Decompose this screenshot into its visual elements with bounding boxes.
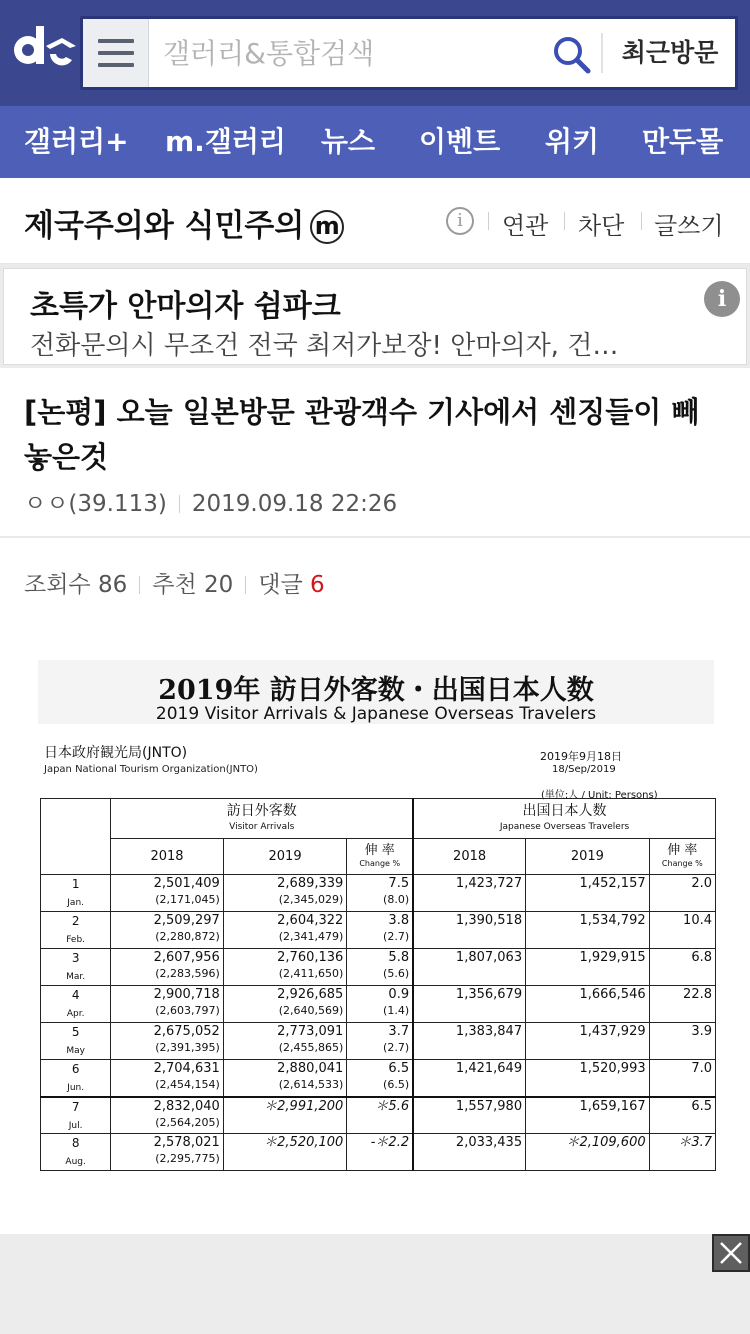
search-box (80, 16, 738, 90)
visitors-rate-preliminary: (6.5) (383, 1078, 410, 1091)
visitors-rate-value: 3.8 (388, 913, 410, 928)
gallery-header (0, 178, 750, 264)
image-title-jp: 2019年 訪日外客数・出国日本人数 (158, 675, 594, 706)
statistics-table (40, 798, 716, 1171)
month-cell (41, 1023, 111, 1060)
travelers-rate-cell (649, 949, 715, 986)
month-cell (41, 1060, 111, 1097)
visitors-2018-cell (111, 875, 223, 912)
visitors-rate-value: 5.8 (388, 950, 410, 965)
visitors-2018-preliminary: (2,454,154) (155, 1078, 220, 1091)
travelers-2019-value: 1,534,792 (579, 913, 646, 928)
travelers-rate-cell (649, 1060, 715, 1097)
travelers-2018-value: 1,383,847 (455, 1024, 523, 1039)
travelers-2019-value: 1,666,546 (579, 987, 646, 1002)
separator (488, 212, 489, 230)
visitors-2018-preliminary: (2,391,395) (155, 1041, 220, 1054)
table-row (41, 1134, 716, 1171)
travelers-rate-cell (649, 875, 715, 912)
nav-item-event[interactable]: 이벤트 (419, 125, 501, 158)
col-t-2019: 2019 (526, 839, 650, 875)
table-row (41, 1023, 716, 1060)
travelers-2018-cell (413, 1060, 525, 1097)
visitors-rate-cell (347, 986, 413, 1023)
bottom-ad-banner[interactable] (0, 1234, 750, 1334)
post-stats (24, 566, 325, 599)
month-number: 8 (71, 1136, 80, 1150)
visitors-2018-value: 2,509,297 (153, 913, 220, 928)
month-cell (41, 875, 111, 912)
block-link[interactable]: 차단 (578, 212, 625, 240)
table-row (41, 949, 716, 986)
visitors-2019-value: ＊2,991,200 (264, 1098, 344, 1114)
month-number: 3 (71, 951, 80, 965)
visitors-rate-cell (347, 1023, 413, 1060)
travelers-2019-cell (526, 1097, 650, 1134)
col-t-rate (649, 839, 715, 875)
info-icon[interactable]: i (446, 207, 474, 235)
image-date-jp: 2019年9月18日 (540, 750, 622, 763)
rate-jp: 伸 率 (667, 842, 698, 858)
travelers-2018-cell (413, 1023, 525, 1060)
visitors-2018-preliminary: (2,295,775) (155, 1152, 220, 1165)
visitors-rate-cell (347, 912, 413, 949)
travelers-2018-cell (413, 1134, 525, 1171)
month-cell (41, 1134, 111, 1171)
month-number: 5 (71, 1025, 80, 1039)
visitors-2018-cell (111, 949, 223, 986)
table-row (41, 875, 716, 912)
travelers-rate-value: 6.8 (691, 950, 712, 965)
travelers-rate-value: 6.5 (691, 1098, 712, 1114)
visitors-2018-cell (111, 986, 223, 1023)
travelers-2019-cell (526, 1023, 650, 1060)
post-datetime: 2019.09.18 22:26 (191, 491, 398, 517)
visitors-2019-value: 2,604,322 (277, 913, 344, 928)
related-link[interactable]: 연관 (502, 212, 549, 240)
travelers-rate-value: 7.0 (691, 1061, 712, 1076)
top-header (0, 0, 750, 106)
image-org-en: Japan National Tourism Organization(JNTO) (44, 764, 258, 775)
image-title-en: 2019 Visitor Arrivals & Japanese Overseas Travelers (155, 704, 597, 724)
visitors-2019-preliminary: (2,411,650) (278, 967, 344, 980)
travelers-2019-value: 1,437,929 (579, 1024, 646, 1039)
table-body (41, 875, 716, 1171)
comment-count[interactable] (258, 572, 324, 598)
month-label: Jun. (67, 1083, 85, 1093)
visitors-2019-preliminary: (2,455,865) (278, 1041, 344, 1054)
visitors-2019-cell (223, 1134, 347, 1171)
comment-label: 댓글 (258, 572, 303, 598)
travelers-2018-value: 1,421,649 (455, 1061, 523, 1076)
visitors-2018-value: 2,607,956 (153, 950, 220, 965)
travelers-2019-value: 1,452,157 (579, 876, 646, 891)
travelers-rate-cell (649, 1097, 715, 1134)
post-author[interactable]: ㅇㅇ(39.113) (24, 491, 167, 517)
dc-logo-icon[interactable] (10, 24, 78, 80)
col-v-rate (347, 839, 413, 875)
visitors-rate-preliminary: (1.4) (383, 1004, 410, 1017)
write-link[interactable]: 글쓰기 (654, 212, 724, 240)
rate-en: Change % (661, 858, 703, 868)
search-input[interactable] (163, 33, 543, 73)
visitors-2018-value: 2,578,021 (153, 1135, 220, 1150)
travelers-2019-cell (526, 1060, 650, 1097)
visitors-2019-preliminary: (2,614,533) (278, 1078, 344, 1091)
image-org-jp: 日本政府観光局(JNTO) (44, 745, 188, 761)
travelers-2018-value: 1,390,518 (455, 913, 523, 928)
visitors-2018-preliminary: (2,283,596) (155, 967, 220, 980)
month-label: May (66, 1046, 85, 1056)
view-count: 조회수 86 (24, 572, 128, 598)
visitors-rate-cell (347, 1134, 413, 1171)
ad-description: 전화문의시 무조건 전국 최저가보장! 안마의자, 건… (30, 331, 619, 361)
visitors-2018-value: 2,704,631 (153, 1061, 220, 1076)
travelers-header-en: Japanese Overseas Travelers (499, 821, 630, 832)
ad-info-icon[interactable]: i (704, 281, 740, 317)
table-row (41, 1097, 716, 1134)
visitors-2019-preliminary: (2,345,029) (278, 893, 344, 906)
travelers-2018-cell (413, 949, 525, 986)
nav-item-mandumall[interactable]: 만두몰 (642, 125, 724, 158)
visitors-rate-value: 0.9 (388, 987, 410, 1002)
separator (179, 495, 180, 513)
travelers-2018-cell (413, 875, 525, 912)
visitors-2018-preliminary: (2,280,872) (155, 930, 220, 943)
travelers-rate-value: 3.9 (691, 1024, 712, 1039)
recommend-count: 추천 20 (152, 572, 234, 598)
visitors-2018-preliminary: (2,564,205) (155, 1115, 220, 1129)
travelers-rate-cell (649, 1134, 715, 1171)
visitors-2019-cell (223, 875, 347, 912)
month-cell (41, 1097, 111, 1134)
visitors-2019-value: 2,689,339 (277, 876, 344, 891)
travelers-2018-value: 1,423,727 (455, 876, 523, 891)
visitors-2019-value: 2,880,041 (277, 1061, 344, 1076)
visitors-header-en: Visitor Arrivals (229, 821, 295, 832)
travelers-2018-cell (413, 1097, 525, 1134)
visitors-2018-value: 2,900,718 (153, 987, 220, 1002)
visitors-rate-cell (347, 949, 413, 986)
comment-number: 6 (310, 572, 325, 598)
rate-en: Change % (359, 858, 401, 868)
nav-item-m-gallery[interactable]: m.갤러리 (165, 125, 286, 158)
close-icon (714, 1236, 748, 1270)
visitors-2018-preliminary: (2,603,797) (155, 1004, 220, 1017)
visitors-rate-value: 3.7 (388, 1024, 410, 1039)
visitors-rate-cell (347, 1060, 413, 1097)
divider (0, 536, 750, 538)
travelers-rate-value: 10.4 (683, 913, 712, 928)
visitors-rate-value: -＊2.2 (370, 1135, 410, 1150)
travelers-2019-value: 1,659,167 (579, 1098, 646, 1114)
col-v-2018: 2018 (111, 839, 223, 875)
table-row (41, 912, 716, 949)
visitors-2019-cell (223, 1023, 347, 1060)
separator (139, 576, 140, 594)
travelers-2018-value: 1,356,679 (455, 987, 523, 1002)
month-label: Feb. (66, 935, 86, 945)
col-t-2018: 2018 (413, 839, 525, 875)
visitors-2019-preliminary: (2,640,569) (278, 1004, 344, 1017)
image-unit: (単位:人 / Unit: Persons) (541, 790, 658, 801)
travelers-2019-cell (526, 949, 650, 986)
travelers-2019-value: 1,929,915 (579, 950, 646, 965)
month-label: Apr. (66, 1009, 85, 1019)
table-row (41, 1060, 716, 1097)
ad-banner (0, 264, 750, 368)
gallery-title[interactable] (24, 200, 344, 245)
table-row (41, 986, 716, 1023)
travelers-2019-cell (526, 875, 650, 912)
main-nav (0, 106, 750, 178)
visitors-2019-value: 2,773,091 (277, 1024, 344, 1039)
nav-item-news[interactable]: 뉴스 (321, 125, 376, 158)
visitors-rate-cell (347, 875, 413, 912)
travelers-2019-cell (526, 986, 650, 1023)
visitors-rate-value: 6.5 (388, 1061, 410, 1076)
travelers-header (413, 799, 715, 839)
post-title: [논평] 오늘 일본방문 관광객수 기사에서 센징들이 빼놓은것 (24, 395, 700, 474)
visitors-2018-cell (111, 1023, 223, 1060)
visitors-2019-cell (223, 1060, 347, 1097)
travelers-rate-value: 2.0 (691, 876, 712, 891)
visitors-2018-cell (111, 912, 223, 949)
travelers-2018-cell (413, 986, 525, 1023)
visitors-rate-preliminary: (5.6) (383, 967, 410, 980)
visitors-2019-cell (223, 986, 347, 1023)
month-label: Jan. (67, 898, 85, 908)
visitors-rate-value: ＊5.6 (375, 1098, 410, 1114)
visitors-2018-value: 2,675,052 (153, 1024, 220, 1039)
visitors-rate-preliminary: (2.7) (383, 930, 410, 943)
month-label: Aug. (65, 1157, 86, 1167)
ad-box[interactable] (3, 268, 747, 365)
menu-button[interactable] (83, 19, 149, 87)
table-corner (41, 799, 111, 875)
post-image[interactable] (38, 660, 714, 1174)
travelers-rate-cell (649, 912, 715, 949)
visitors-header (111, 799, 413, 839)
travelers-rate-value: ＊3.7 (678, 1135, 712, 1150)
month-number: 4 (71, 988, 80, 1002)
travelers-2018-value: 2,033,435 (455, 1135, 523, 1150)
visitors-2018-cell (111, 1097, 223, 1134)
visitors-2018-cell (111, 1060, 223, 1097)
minor-gallery-badge: m (310, 210, 344, 244)
nav-item-gallery-plus[interactable]: 갤러리+ (24, 125, 129, 158)
month-label: Mar. (66, 972, 86, 982)
travelers-rate-cell (649, 1023, 715, 1060)
visitors-2018-value: 2,832,040 (153, 1098, 220, 1114)
separator (564, 212, 565, 230)
travelers-2018-value: 1,557,980 (455, 1098, 523, 1114)
month-cell (41, 949, 111, 986)
visitors-2019-cell (223, 949, 347, 986)
month-number: 2 (71, 914, 80, 928)
visitors-2019-cell (223, 1097, 347, 1134)
visitors-2018-value: 2,501,409 (153, 876, 220, 891)
visitors-rate-preliminary: (2.7) (383, 1041, 410, 1054)
visitors-header-jp: 訪日外客数 (226, 802, 297, 819)
travelers-2018-cell (413, 912, 525, 949)
visitors-2019-preliminary: (2,341,479) (278, 930, 344, 943)
visitors-rate-value: 7.5 (388, 876, 410, 891)
month-cell (41, 912, 111, 949)
travelers-rate-cell (649, 986, 715, 1023)
image-date-en: 18/Sep/2019 (552, 764, 616, 775)
search-divider (601, 33, 603, 73)
col-v-2019: 2019 (223, 839, 347, 875)
rate-jp: 伸 率 (364, 842, 395, 858)
visitors-2019-value: 2,926,685 (277, 987, 344, 1002)
month-number: 1 (71, 877, 80, 891)
recent-visits-button[interactable]: 최근방문 (621, 38, 719, 67)
travelers-2019-value: 1,520,993 (579, 1061, 646, 1076)
visitors-rate-preliminary: (8.0) (383, 893, 410, 906)
post-meta (24, 485, 397, 518)
month-cell (41, 986, 111, 1023)
visitors-2019-cell (223, 912, 347, 949)
search-icon[interactable] (551, 34, 591, 74)
visitors-2019-value: 2,760,136 (277, 950, 344, 965)
visitors-rate-cell (347, 1097, 413, 1134)
travelers-2018-value: 1,807,063 (455, 950, 523, 965)
nav-item-wiki[interactable]: 위키 (545, 125, 600, 158)
travelers-2019-value: ＊2,109,600 (566, 1135, 646, 1150)
close-ad-button[interactable] (712, 1234, 750, 1272)
visitors-2018-cell (111, 1134, 223, 1171)
separator (245, 576, 246, 594)
gallery-name: 제국주의와 식민주의 (24, 208, 305, 244)
month-number: 7 (71, 1099, 80, 1114)
travelers-2019-cell (526, 1134, 650, 1171)
month-number: 6 (71, 1062, 80, 1076)
visitors-2019-value: ＊2,520,100 (264, 1135, 344, 1150)
separator (641, 212, 642, 230)
travelers-header-jp: 出国日本人数 (522, 802, 607, 819)
travelers-rate-value: 22.8 (683, 987, 712, 1002)
ad-title: 초특가 안마의자 쉼파크 (30, 289, 341, 324)
visitors-2018-preliminary: (2,171,045) (155, 893, 220, 906)
month-label: Jul. (68, 1120, 83, 1131)
travelers-2019-cell (526, 912, 650, 949)
